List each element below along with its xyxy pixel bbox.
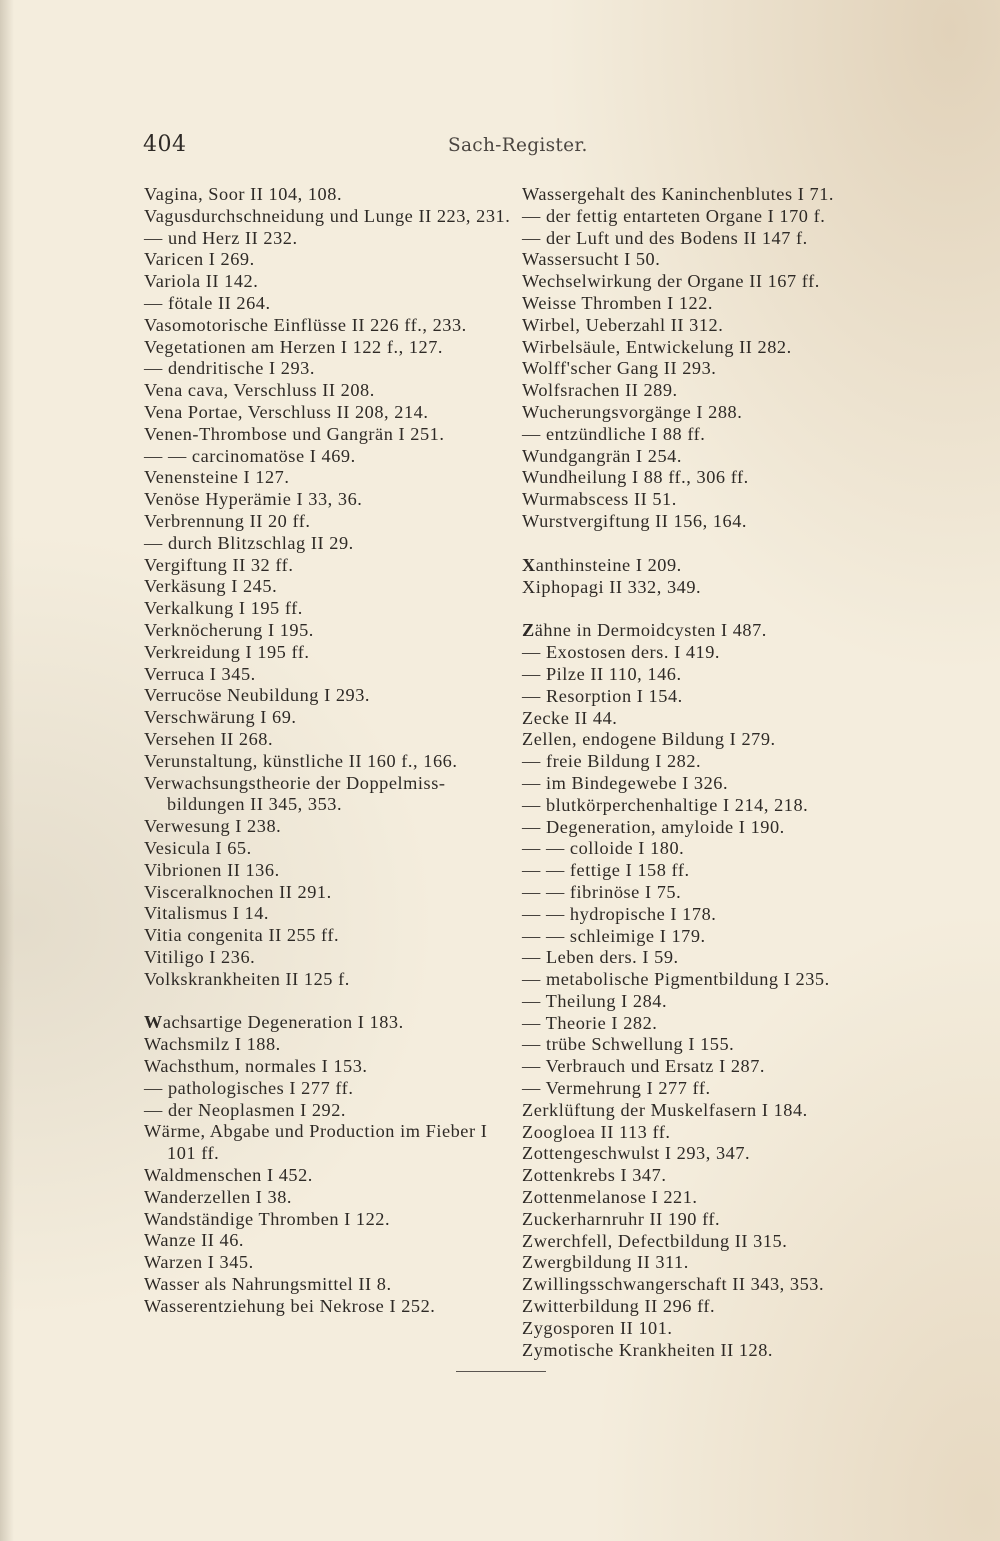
index-entry: — — fibrinöse I 75.: [522, 881, 682, 902]
index-entry: Xiphopagi II 332, 349.: [522, 576, 702, 597]
index-entry: Zwerchfell, Defectbildung II 315.: [522, 1230, 788, 1251]
index-entry: Venensteine I 127.: [144, 467, 290, 488]
index-entry: Zottenmelanose I 221.: [522, 1187, 698, 1208]
index-entry: — Exostosen ders. I 419.: [522, 642, 721, 663]
running-title: Sach-Register.: [448, 135, 588, 156]
end-rule: [456, 1371, 546, 1372]
index-entry: Vasomotorische Einflüsse II 226 ff., 233.: [144, 314, 467, 335]
index-entry: Zygosporen II 101.: [522, 1317, 673, 1338]
index-entry: Vagusdurchschneidung und Lunge II 223, 231.: [144, 205, 511, 226]
index-entry: Vena cava, Verschluss II 208.: [144, 380, 375, 401]
index-entry: Wurstvergiftung II 156, 164.: [522, 510, 748, 531]
index-entry: Verrucöse Neubildung I 293.: [144, 685, 371, 706]
index-entry: — — carcinomatöse I 469.: [144, 445, 356, 466]
index-entry: — Degeneration, amyloide I 190.: [522, 816, 785, 837]
index-entry: Visceralknochen II 291.: [144, 881, 332, 902]
index-column-left: [144, 184, 516, 1318]
index-entry: — freie Bildung I 282.: [522, 751, 702, 772]
index-entry: Venöse Hyperämie I 33, 36.: [144, 489, 363, 510]
index-entry: Vegetationen am Herzen I 122 f., 127.: [144, 336, 444, 357]
index-entry: Zottengeschwulst I 293, 347.: [522, 1143, 751, 1164]
index-group-v: [144, 184, 516, 990]
index-entry: — Verbrauch und Ersatz I 287.: [522, 1056, 766, 1077]
index-entry: Zwillingsschwangerschaft II 343, 353.: [522, 1274, 825, 1295]
index-entry: — entzündliche I 88 ff.: [522, 423, 706, 444]
index-entry-text: anthinsteine I 209.: [535, 554, 682, 575]
index-entry: — im Bindegewebe I 326.: [522, 772, 729, 793]
index-entry: Verbrennung II 20 ff.: [144, 510, 311, 531]
index-entry: — der Neoplasmen I 292.: [144, 1099, 347, 1120]
index-entry: — — colloide I 180.: [522, 838, 685, 859]
index-entry: Wasserentziehung bei Nekrose I 252.: [144, 1295, 436, 1316]
page-header: [143, 132, 873, 162]
index-entry: — und Herz II 232.: [144, 227, 298, 248]
index-entry: Wirbelsäule, Entwickelung II 282.: [522, 336, 792, 357]
index-entry: Verunstaltung, künstliche II 160 f., 166.: [144, 750, 458, 771]
index-entry: — der Luft und des Bodens II 147 f.: [522, 227, 808, 248]
index-entry: [522, 555, 894, 577]
index-entry: — Vermehrung I 277 ff.: [522, 1078, 711, 1099]
index-entry: Zellen, endogene Bildung I 279.: [522, 729, 776, 750]
index-entry: Wachsmilz I 188.: [144, 1034, 281, 1055]
page-number: 404: [143, 132, 187, 157]
index-entry: Vena Portae, Verschluss II 208, 214.: [144, 401, 429, 422]
index-entry: — pathologisches I 277 ff.: [144, 1077, 354, 1098]
index-entry-text: achsartige Degeneration I 183.: [162, 1012, 404, 1033]
index-entry: Venen-Thrombose und Gangrän I 251.: [144, 423, 445, 444]
index-entry: Wanze II 46.: [144, 1230, 245, 1251]
index-group-w: [144, 1012, 516, 1317]
index-entry: Zuckerharnruhr II 190 ff.: [522, 1208, 721, 1229]
index-entry-text: ähne in Dermoidcysten I 487.: [534, 620, 767, 641]
index-entry: — fötale II 264.: [144, 292, 271, 313]
section-initial: W: [144, 1012, 163, 1033]
index-entry: Wasser als Nahrungsmittel II 8.: [144, 1274, 392, 1295]
index-entry: Vesicula I 65.: [144, 837, 252, 858]
index-entry: Wassergehalt des Kaninchenblutes I 71.: [522, 184, 835, 204]
index-entry: Wirbel, Ueberzahl II 312.: [522, 314, 724, 335]
index-entry: Verwesung I 238.: [144, 816, 282, 837]
index-entry: Verkäsung I 245.: [144, 576, 278, 597]
index-entry: Zecke II 44.: [522, 707, 618, 728]
index-entry: Vibrionen II 136.: [144, 859, 280, 880]
index-entry: — metabolische Pigmentbildung I 235.: [522, 969, 830, 990]
index-entry: Wurmabscess II 51.: [522, 489, 677, 510]
index-entry: Weisse Thromben I 122.: [522, 292, 714, 313]
index-entry: Wundgangrän I 254.: [522, 445, 682, 466]
index-entry: Variola II 142.: [144, 271, 259, 292]
index-entry: — blutkörperchenhaltige I 214, 218.: [522, 794, 809, 815]
index-entry: Verruca I 345.: [144, 663, 256, 684]
index-entry: Wucherungsvorgänge I 288.: [522, 401, 743, 422]
index-entry: Verwachsungstheorie der Doppelmiss-bildungen II 345, 353.: [144, 772, 446, 815]
index-group-z: [522, 620, 894, 1361]
index-entry: Zoogloea II 113 ff.: [522, 1121, 671, 1142]
index-entry: [144, 1012, 516, 1034]
index-entry: Wachsthum, normales I 153.: [144, 1056, 368, 1077]
index-entry: — Pilze II 110, 146.: [522, 663, 682, 684]
index-entry: Wolfsrachen II 289.: [522, 380, 678, 401]
index-entry: — — fettige I 158 ff.: [522, 860, 690, 881]
index-entry: Wolff'scher Gang II 293.: [522, 358, 717, 379]
index-entry: — der fettig entarteten Organe I 170 f.: [522, 205, 826, 226]
index-entry: Waldmenschen I 452.: [144, 1165, 313, 1186]
index-entry: Vitia congenita II 255 ff.: [144, 925, 340, 946]
index-entry: — Theorie I 282.: [522, 1012, 658, 1033]
index-entry: Warzen I 345.: [144, 1252, 254, 1273]
index-entry: [522, 620, 894, 642]
index-entry: Versehen II 268.: [144, 728, 274, 749]
index-column-right: [522, 184, 894, 1361]
section-gap: [522, 598, 894, 620]
index-entry: Zerklüftung der Muskelfasern I 184.: [522, 1099, 808, 1120]
section-initial: X: [522, 554, 536, 575]
index-entry: Volkskrankheiten II 125 f.: [144, 968, 350, 989]
index-entry: Wassersucht I 50.: [522, 249, 661, 270]
index-entry: Verkalkung I 195 ff.: [144, 598, 303, 619]
index-entry: Wandständige Thromben I 122.: [144, 1208, 391, 1229]
index-entry: Verknöcherung I 195.: [144, 619, 314, 640]
index-entry: — trübe Schwellung I 155.: [522, 1034, 735, 1055]
index-entry: Zottenkrebs I 347.: [522, 1165, 667, 1186]
index-entry: Wärme, Abgabe und Production im Fieber I 101 ff.: [144, 1121, 488, 1164]
index-entry: — dendritische I 293.: [144, 358, 315, 379]
section-initial: Z: [522, 620, 535, 641]
index-entry: Verschwärung I 69.: [144, 707, 297, 728]
index-entry: Verkreidung I 195 ff.: [144, 641, 310, 662]
section-gap: [144, 990, 516, 1012]
section-gap: [522, 533, 894, 555]
index-entry: — Leben ders. I 59.: [522, 947, 679, 968]
index-entry: Wanderzellen I 38.: [144, 1186, 293, 1207]
page-spine-shadow: [0, 0, 14, 1541]
index-entry: Vitiligo I 236.: [144, 946, 256, 967]
index-entry: — durch Blitzschlag II 29.: [144, 532, 354, 553]
index-entry: Zwergbildung II 311.: [522, 1252, 689, 1273]
index-entry: Varicen I 269.: [144, 249, 255, 270]
index-group-x: [522, 555, 894, 599]
index-entry: Zymotische Krankheiten II 128.: [522, 1339, 774, 1360]
index-entry: Vitalismus I 14.: [144, 903, 270, 924]
index-entry: Zwitterbildung II 296 ff.: [522, 1296, 716, 1317]
index-entry: — Resorption I 154.: [522, 685, 683, 706]
index-entry: — — schleimige I 179.: [522, 925, 706, 946]
index-entry: Wundheilung I 88 ff., 306 ff.: [522, 467, 749, 488]
index-group-w-continued: [522, 184, 894, 533]
index-entry: Vergiftung II 32 ff.: [144, 554, 294, 575]
index-entry: Vagina, Soor II 104, 108.: [144, 184, 343, 204]
index-entry: — Theilung I 284.: [522, 990, 668, 1011]
index-entry: Wechselwirkung der Organe II 167 ff.: [522, 271, 820, 292]
index-entry: — — hydropische I 178.: [522, 903, 717, 924]
